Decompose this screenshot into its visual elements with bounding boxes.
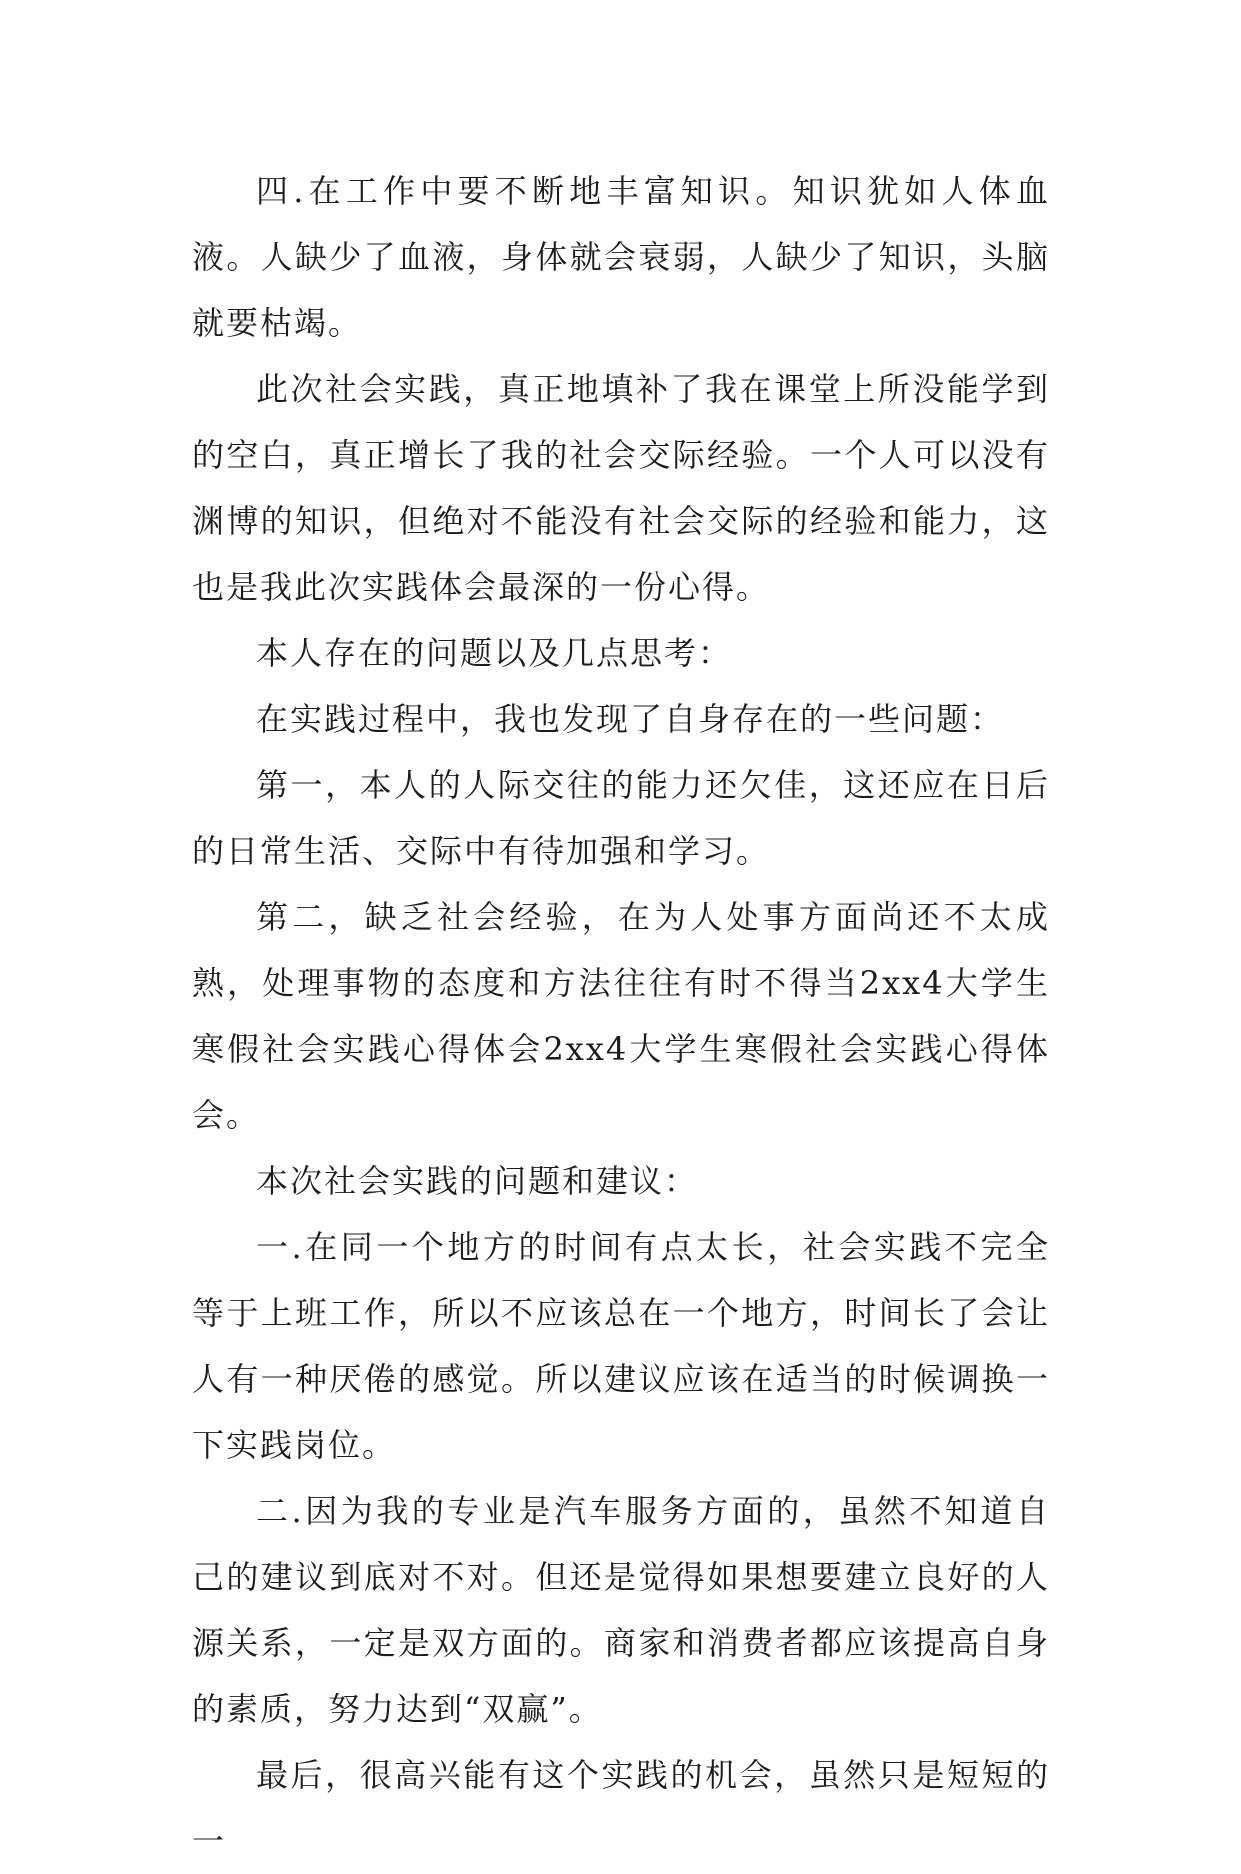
paragraph-problems-heading: 本人存在的问题以及几点思考：	[256, 634, 733, 672]
paragraph-problem-one: 第一，本人的人际交往的能力还欠佳，这还应在日后的日常生活、交际中有待加强和学习。	[192, 766, 1050, 870]
paragraph-suggestion-two: 二.因为我的专业是汽车服务方面的，虽然不知道自己的建议到底对不对。但还是觉得如果想要建立良好的人源关系，一定是双方面的。商家和消费者都应该提高自身的素质，努力达到“双赢”。	[192, 1492, 1050, 1728]
paragraph-suggestion-one: 一.在同一个地方的时间有点太长，社会实践不完全等于上班工作，所以不应该总在一个地方，时间长了会让人有一种厌倦的感觉。所以建议应该在适当的时候调换一下实践岗位。	[192, 1228, 1050, 1464]
paragraph-knowledge: 四.在工作中要不断地丰富知识。知识犹如人体血液。人缺少了血液，身体就会衰弱，人缺少了知识，头脑就要枯竭。	[192, 172, 1050, 342]
paragraph-problem-two: 第二，缺乏社会经验，在为人处事方面尚还不太成熟，处理事物的态度和方法往往有时不得当2xx4大学生寒假社会实践心得体会2xx4大学生寒假社会实践心得体会。	[192, 898, 1050, 1134]
paragraph-suggestions-heading: 本次社会实践的问题和建议：	[256, 1162, 699, 1200]
paragraph-closing: 最后，很高兴能有这个实践的机会，虽然只是短短的一	[192, 1756, 1050, 1860]
document-body	[192, 158, 1050, 1874]
paragraph-problems-intro: 在实践过程中，我也发现了自身存在的一些问题：	[256, 700, 1005, 738]
paragraph-practice-summary: 此次社会实践，真正地填补了我在课堂上所没能学到的空白，真正增长了我的社会交际经验。一个人可以没有渊博的知识，但绝对不能没有社会交际的经验和能力，这也是我此次实践体会最深的一份心得。	[192, 370, 1050, 606]
